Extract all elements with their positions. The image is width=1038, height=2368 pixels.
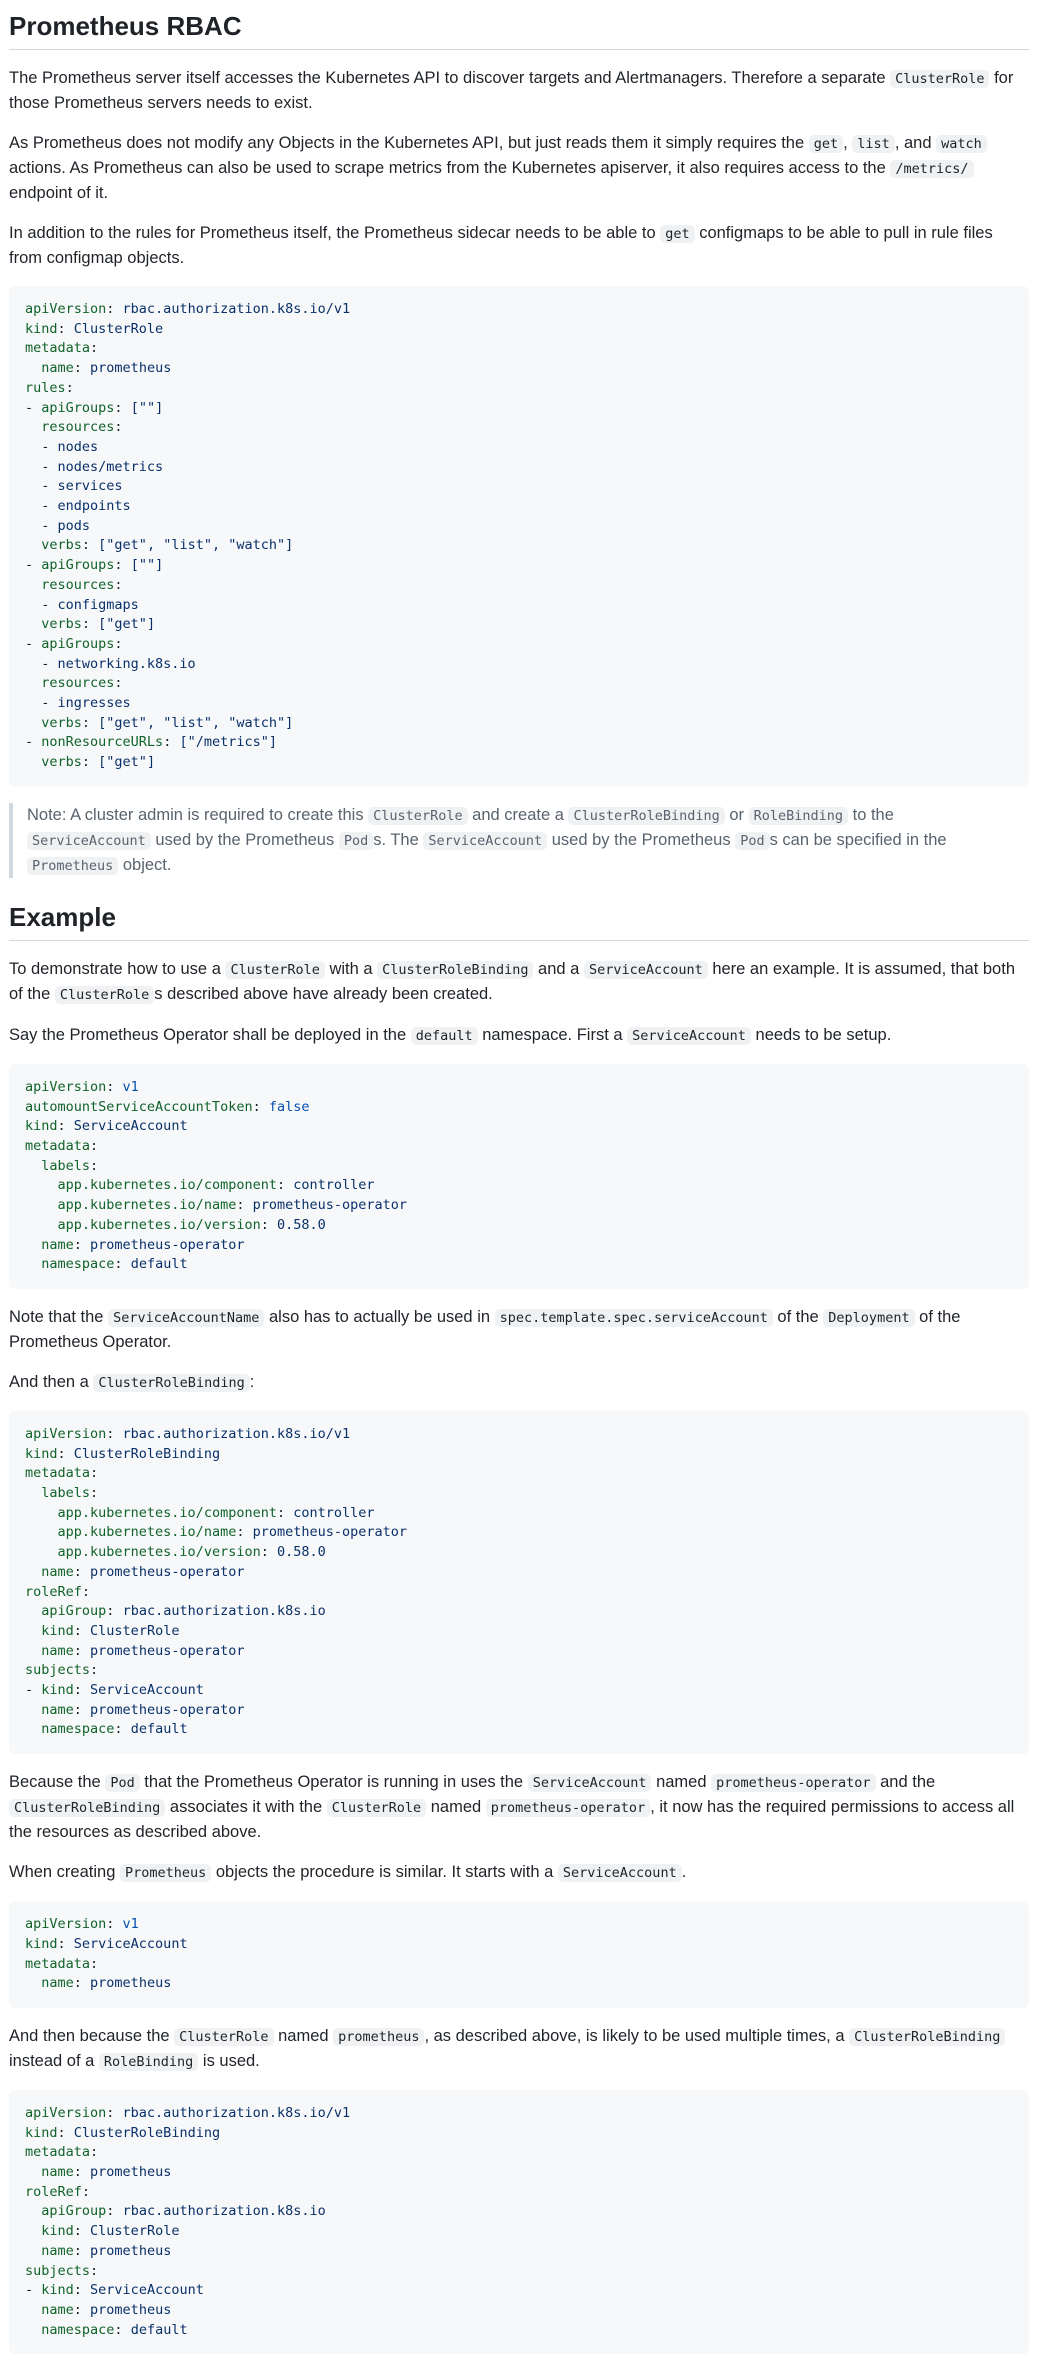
yaml-key: kind: [41, 2282, 74, 2299]
yaml-value: prometheus-operator: [90, 1236, 245, 1253]
yaml-value: ClusterRole: [90, 2223, 180, 2240]
code-line: apiVersion: rbac.authorization.k8s.io/v1: [25, 1425, 351, 1442]
code-line: name: prometheus-operator: [41, 1236, 245, 1253]
yaml-key: labels: [41, 1485, 91, 1502]
code-line: apiVersion: rbac.authorization.k8s.io/v1: [25, 2104, 351, 2121]
yaml-value: prometheus-operator: [252, 1197, 408, 1214]
code-line: labels:: [41, 1485, 99, 1502]
yaml-value: pods: [57, 517, 91, 534]
yaml-value: rbac.authorization.k8s.io: [122, 1603, 326, 1620]
yaml-key: app.kubernetes.io/version: [57, 1216, 261, 1233]
yaml-key: metadata: [25, 1137, 91, 1154]
code-line: metadata:: [25, 2144, 99, 2161]
code-line: app.kubernetes.io/version: 0.58.0: [57, 1544, 326, 1561]
inline-code: ServiceAccount: [423, 832, 547, 850]
inline-code: ClusterRoleBinding: [849, 2028, 1005, 2046]
yaml-value: prometheus: [90, 2242, 172, 2259]
yaml-key: resources: [41, 419, 115, 436]
yaml-key: labels: [41, 1157, 91, 1174]
inline-code: ClusterRole: [174, 2028, 273, 2046]
yaml-value: nodes/metrics: [57, 458, 164, 475]
code-line: - apiGroups: [""]: [25, 399, 164, 416]
yaml-key: kind: [25, 2124, 58, 2141]
inline-code: Prometheus: [27, 857, 118, 875]
inline-code: ServiceAccount: [627, 1027, 751, 1045]
yaml-value: prometheus: [90, 360, 172, 377]
yaml-value: ingresses: [57, 695, 131, 712]
inline-code: /metrics/: [890, 160, 973, 178]
yaml-value: ["get", "list", "watch"]: [98, 537, 294, 554]
code-line: - nodes/metrics: [25, 458, 164, 475]
code-line: - kind: ServiceAccount: [25, 1682, 204, 1699]
yaml-value: ClusterRole: [90, 1622, 180, 1639]
code-line: namespace: default: [41, 2321, 188, 2338]
yaml-value: ServiceAccount: [73, 1935, 188, 1952]
yaml-key: metadata: [25, 1955, 91, 1972]
yaml-key: name: [41, 2242, 74, 2259]
yaml-key: apiVersion: [25, 1078, 107, 1095]
code-block-clusterrolebinding-prometheus[interactable]: [9, 2090, 1029, 2354]
code-line: - configmaps: [25, 596, 139, 613]
code-line: name: prometheus: [41, 1975, 172, 1992]
paragraph-rolebinding-choice: And then because the ClusterRole named prometheus , as described above, is likely to be used multiple times, a ClusterRoleBinding instead of a RoleBinding is used.: [9, 2024, 1029, 2074]
inline-code: get: [809, 135, 843, 153]
code-line: automountServiceAccountToken: false: [25, 1098, 310, 1115]
yaml-value: false: [268, 1098, 310, 1115]
code-line: metadata:: [25, 1465, 99, 1482]
code-line: resources:: [41, 675, 123, 692]
yaml-value: configmaps: [57, 596, 139, 613]
inline-code: ServiceAccount: [528, 1774, 652, 1792]
inline-code: ClusterRole: [55, 986, 154, 1004]
yaml-value: endpoints: [57, 498, 131, 515]
paragraph-permissions: As Prometheus does not modify any Objects in the Kubernetes API, but just reads them it simply requires the get , list , and watch actions. As Prometheus can also be used to scrape metrics from the Kubernetes apiserver, it also requires access to the /metrics/ endpoint of it.: [9, 131, 1029, 205]
inline-code: list: [852, 135, 895, 153]
yaml-key: kind: [25, 1445, 58, 1462]
code-line: apiVersion: v1: [25, 1078, 139, 1095]
code-line: roleRef:: [25, 1583, 91, 1600]
yaml-value: ClusterRole: [73, 320, 164, 337]
yaml-value: prometheus-operator: [90, 1563, 245, 1580]
yaml-key: resources: [41, 675, 115, 692]
code-line: - endpoints: [25, 498, 131, 515]
yaml-key: kind: [41, 2223, 74, 2240]
inline-code: ClusterRoleBinding: [568, 807, 724, 825]
yaml-key: apiGroups: [41, 557, 115, 574]
code-line: - networking.k8s.io: [25, 655, 196, 672]
paragraph-intro: The Prometheus server itself accesses the Kubernetes API to discover targets and Alertmanagers. Therefore a separate ClusterRole for those Prometheus servers needs to exist.: [9, 69, 1014, 112]
paragraph-permissions-summary: Because the Pod that the Prometheus Operator is running in uses the ServiceAccount named prometheus-operator and the ClusterRoleBinding associates it with the ClusterRole named prometheus-operator , it now has the required permissions to access all the resources as described above.: [9, 1773, 1015, 1842]
paragraph-prometheus-objects: When creating Prometheus objects the procedure is similar. It starts with a ServiceAccount .: [9, 1863, 687, 1882]
yaml-value: prometheus: [90, 2164, 172, 2181]
yaml-key: metadata: [25, 1465, 91, 1482]
yaml-key: kind: [25, 1935, 58, 1952]
section-heading-example: Example: [9, 900, 1029, 941]
yaml-key: verbs: [41, 714, 82, 731]
inline-code: Prometheus: [120, 1864, 211, 1882]
yaml-value: [""]: [130, 399, 164, 416]
yaml-key: apiVersion: [25, 1425, 107, 1442]
yaml-key: name: [41, 1563, 74, 1580]
code-line: resources:: [41, 576, 123, 593]
code-line: app.kubernetes.io/name: prometheus-operator: [57, 1524, 408, 1541]
code-line: apiVersion: v1: [25, 1916, 139, 1933]
paragraph-namespace: Say the Prometheus Operator shall be deployed in the default namespace. First a ServiceAccount needs to be setup.: [9, 1025, 892, 1044]
code-line: roleRef:: [25, 2183, 91, 2200]
code-line: namespace: default: [41, 1256, 188, 1273]
yaml-value: controller: [293, 1177, 375, 1194]
code-line: name: prometheus: [41, 360, 172, 377]
page-title: Prometheus RBAC: [9, 0, 1029, 50]
yaml-value: ["get"]: [98, 616, 156, 633]
yaml-value: ["get", "list", "watch"]: [98, 714, 294, 731]
yaml-key: name: [41, 1642, 74, 1659]
yaml-key: kind: [41, 1682, 74, 1699]
yaml-key: apiGroup: [41, 2203, 107, 2220]
yaml-key: namespace: [41, 1256, 115, 1273]
yaml-key: name: [41, 360, 74, 377]
yaml-value: prometheus-operator: [90, 1642, 245, 1659]
inline-code: ServiceAccountName: [108, 1309, 264, 1327]
yaml-value: default: [130, 1256, 188, 1273]
yaml-key: name: [41, 1236, 74, 1253]
code-line: subjects:: [25, 1662, 99, 1679]
yaml-value: ClusterRoleBinding: [73, 2124, 221, 2141]
inline-code: Pod: [735, 832, 769, 850]
inline-code: spec.template.spec.serviceAccount: [495, 1309, 773, 1327]
yaml-key: subjects: [25, 1662, 91, 1679]
yaml-value: prometheus-operator: [90, 1701, 245, 1718]
yaml-key: apiVersion: [25, 1916, 107, 1933]
yaml-key: apiGroup: [41, 1603, 107, 1620]
yaml-key: apiVersion: [25, 301, 107, 317]
yaml-value: networking.k8s.io: [57, 655, 196, 672]
code-line: - nodes: [25, 438, 99, 455]
yaml-value: services: [57, 478, 123, 495]
yaml-key: name: [41, 1975, 74, 1992]
code-line: - kind: ServiceAccount: [25, 2282, 204, 2299]
yaml-value: rbac.authorization.k8s.io/v1: [122, 301, 351, 317]
inline-code: ServiceAccount: [27, 832, 151, 850]
code-line: apiVersion: rbac.authorization.k8s.io/v1: [25, 301, 351, 317]
code-line: name: prometheus: [41, 2302, 172, 2318]
inline-code: ClusterRole: [368, 807, 467, 825]
yaml-value: controller: [293, 1504, 375, 1521]
yaml-value: ServiceAccount: [90, 2282, 204, 2299]
inline-code: ServiceAccount: [584, 961, 708, 979]
inline-code: Deployment: [823, 1309, 914, 1327]
yaml-key: apiGroups: [41, 399, 115, 416]
code-line: kind: ServiceAccount: [25, 1118, 188, 1135]
code-block-clusterrole[interactable]: [9, 286, 1029, 787]
code-line: name: prometheus-operator: [41, 1563, 245, 1580]
code-line: metadata:: [25, 340, 99, 357]
code-line: rules:: [25, 379, 74, 396]
inline-code: ClusterRoleBinding: [9, 1799, 165, 1817]
code-line: - ingresses: [25, 695, 131, 712]
paragraph-sidecar: In addition to the rules for Prometheus itself, the Prometheus sidecar needs to be able to get configmaps to be able to pull in rule files from configmap objects.: [9, 224, 993, 267]
yaml-key: kind: [25, 1118, 58, 1135]
yaml-value: rbac.authorization.k8s.io: [122, 2203, 326, 2220]
yaml-value: ServiceAccount: [73, 1118, 188, 1135]
code-block-serviceaccount-operator[interactable]: [9, 1064, 1029, 1289]
note-blockquote: Note: A cluster admin is required to create this ClusterRole and create a ClusterRoleBinding or RoleBinding to the ServiceAccount used by the Prometheus Pod s. The ServiceAccount used by the Prometheus Pod s can be specified in the Prometheus object.: [9, 803, 1029, 878]
inline-code: get: [660, 225, 694, 243]
yaml-key: resources: [41, 576, 115, 593]
yaml-value: ["/metrics"]: [179, 734, 277, 751]
yaml-value: default: [130, 1721, 188, 1738]
yaml-value: nodes: [57, 438, 99, 455]
yaml-value: 0.58.0: [276, 1544, 326, 1561]
code-line: app.kubernetes.io/name: prometheus-operator: [57, 1197, 408, 1214]
code-line: - pods: [25, 517, 91, 534]
code-line: app.kubernetes.io/version: 0.58.0: [57, 1216, 326, 1233]
yaml-value: ClusterRoleBinding: [73, 1445, 221, 1462]
code-line: apiGroup: rbac.authorization.k8s.io: [41, 2203, 326, 2220]
code-line: verbs: ["get", "list", "watch"]: [41, 714, 294, 731]
yaml-key: name: [41, 2302, 74, 2318]
inline-code: ClusterRole: [890, 70, 989, 88]
yaml-value: 0.58.0: [276, 1216, 326, 1233]
yaml-value: prometheus-operator: [252, 1524, 408, 1541]
code-line: kind: ClusterRoleBinding: [25, 2124, 221, 2141]
yaml-key: namespace: [41, 2321, 115, 2338]
yaml-key: app.kubernetes.io/version: [57, 1544, 261, 1561]
yaml-value: ServiceAccount: [90, 1682, 204, 1699]
yaml-key: verbs: [41, 754, 82, 771]
yaml-key: verbs: [41, 537, 82, 554]
code-block-clusterrolebinding-operator[interactable]: [9, 1411, 1029, 1754]
code-line: app.kubernetes.io/component: controller: [57, 1504, 375, 1521]
code-line: subjects:: [25, 2262, 99, 2279]
inline-code: RoleBinding: [99, 2053, 198, 2071]
yaml-key: rules: [25, 379, 66, 396]
inline-code: RoleBinding: [749, 807, 848, 825]
code-line: labels:: [41, 1157, 99, 1174]
yaml-key: apiVersion: [25, 2104, 107, 2121]
yaml-key: roleRef: [25, 2183, 82, 2200]
yaml-value: default: [130, 2321, 188, 2338]
yaml-key: metadata: [25, 340, 91, 357]
paragraph-serviceaccountname: Note that the ServiceAccountName also has to actually be used in spec.template.spec.serviceAccount of the Deployment of the Prometheus Operator.: [9, 1307, 961, 1351]
yaml-key: namespace: [41, 1721, 115, 1738]
yaml-key: nonResourceURLs: [41, 734, 164, 751]
yaml-value: rbac.authorization.k8s.io/v1: [122, 2104, 351, 2121]
code-line: kind: ServiceAccount: [25, 1935, 188, 1952]
inline-code: prometheus: [333, 2028, 424, 2046]
yaml-key: subjects: [25, 2262, 91, 2279]
code-line: - apiGroups: [""]: [25, 557, 164, 574]
inline-code: ClusterRoleBinding: [93, 1374, 249, 1392]
yaml-value: v1: [122, 1078, 139, 1095]
code-line: kind: ClusterRole: [25, 320, 164, 337]
inline-code: prometheus-operator: [486, 1799, 650, 1817]
code-line: - services: [25, 478, 123, 495]
yaml-key: apiGroups: [41, 635, 115, 652]
yaml-key: kind: [25, 320, 58, 337]
yaml-key: app.kubernetes.io/component: [57, 1504, 277, 1521]
code-line: metadata:: [25, 1955, 99, 1972]
yaml-key: app.kubernetes.io/component: [57, 1177, 277, 1194]
yaml-key: verbs: [41, 616, 82, 633]
code-line: verbs: ["get", "list", "watch"]: [41, 537, 294, 554]
yaml-value: prometheus: [90, 2302, 172, 2318]
inline-code: ClusterRole: [327, 1799, 426, 1817]
yaml-key: automountServiceAccountToken: [25, 1098, 253, 1115]
code-line: kind: ClusterRole: [41, 2223, 180, 2240]
inline-code: ClusterRole: [225, 961, 324, 979]
inline-code: ClusterRoleBinding: [377, 961, 533, 979]
code-line: verbs: ["get"]: [41, 754, 156, 771]
code-line: verbs: ["get"]: [41, 616, 156, 633]
yaml-value: rbac.authorization.k8s.io/v1: [122, 1425, 351, 1442]
yaml-key: roleRef: [25, 1583, 82, 1600]
code-line: metadata:: [25, 1137, 99, 1154]
yaml-key: app.kubernetes.io/name: [57, 1197, 237, 1214]
yaml-value: v1: [122, 1916, 139, 1933]
yaml-key: name: [41, 1701, 74, 1718]
code-line: name: prometheus: [41, 2164, 172, 2181]
code-block-serviceaccount-prometheus[interactable]: [9, 1901, 1029, 2008]
code-line: resources:: [41, 419, 123, 436]
code-line: kind: ClusterRole: [41, 1622, 180, 1639]
code-line: apiGroup: rbac.authorization.k8s.io: [41, 1603, 326, 1620]
yaml-value: [""]: [130, 557, 164, 574]
code-line: name: prometheus: [41, 2242, 172, 2259]
paragraph-example-intro: To demonstrate how to use a ClusterRole with a ClusterRoleBinding and a ServiceAccount here an example. It is assumed, that both of the ClusterRole s described above have already been created.: [9, 959, 1015, 1003]
yaml-key: name: [41, 2164, 74, 2181]
yaml-key: metadata: [25, 2144, 91, 2161]
code-line: - nonResourceURLs: ["/metrics"]: [25, 734, 277, 751]
code-line: name: prometheus-operator: [41, 1701, 245, 1718]
inline-code: ServiceAccount: [558, 1864, 682, 1882]
inline-code: Pod: [105, 1774, 139, 1792]
yaml-key: kind: [41, 1622, 74, 1639]
paragraph-clusterrolebinding: And then a ClusterRoleBinding :: [9, 1372, 255, 1391]
yaml-key: app.kubernetes.io/name: [57, 1524, 237, 1541]
code-line: namespace: default: [41, 1721, 188, 1738]
code-line: name: prometheus-operator: [41, 1642, 245, 1659]
yaml-value: ["get"]: [98, 754, 156, 771]
code-line: - apiGroups:: [25, 635, 123, 652]
inline-code: prometheus-operator: [711, 1774, 875, 1792]
inline-code: Pod: [339, 832, 373, 850]
code-line: kind: ClusterRoleBinding: [25, 1445, 221, 1462]
yaml-value: prometheus: [90, 1975, 172, 1992]
code-line: app.kubernetes.io/component: controller: [57, 1177, 375, 1194]
inline-code: watch: [936, 135, 987, 153]
inline-code: default: [411, 1027, 478, 1045]
